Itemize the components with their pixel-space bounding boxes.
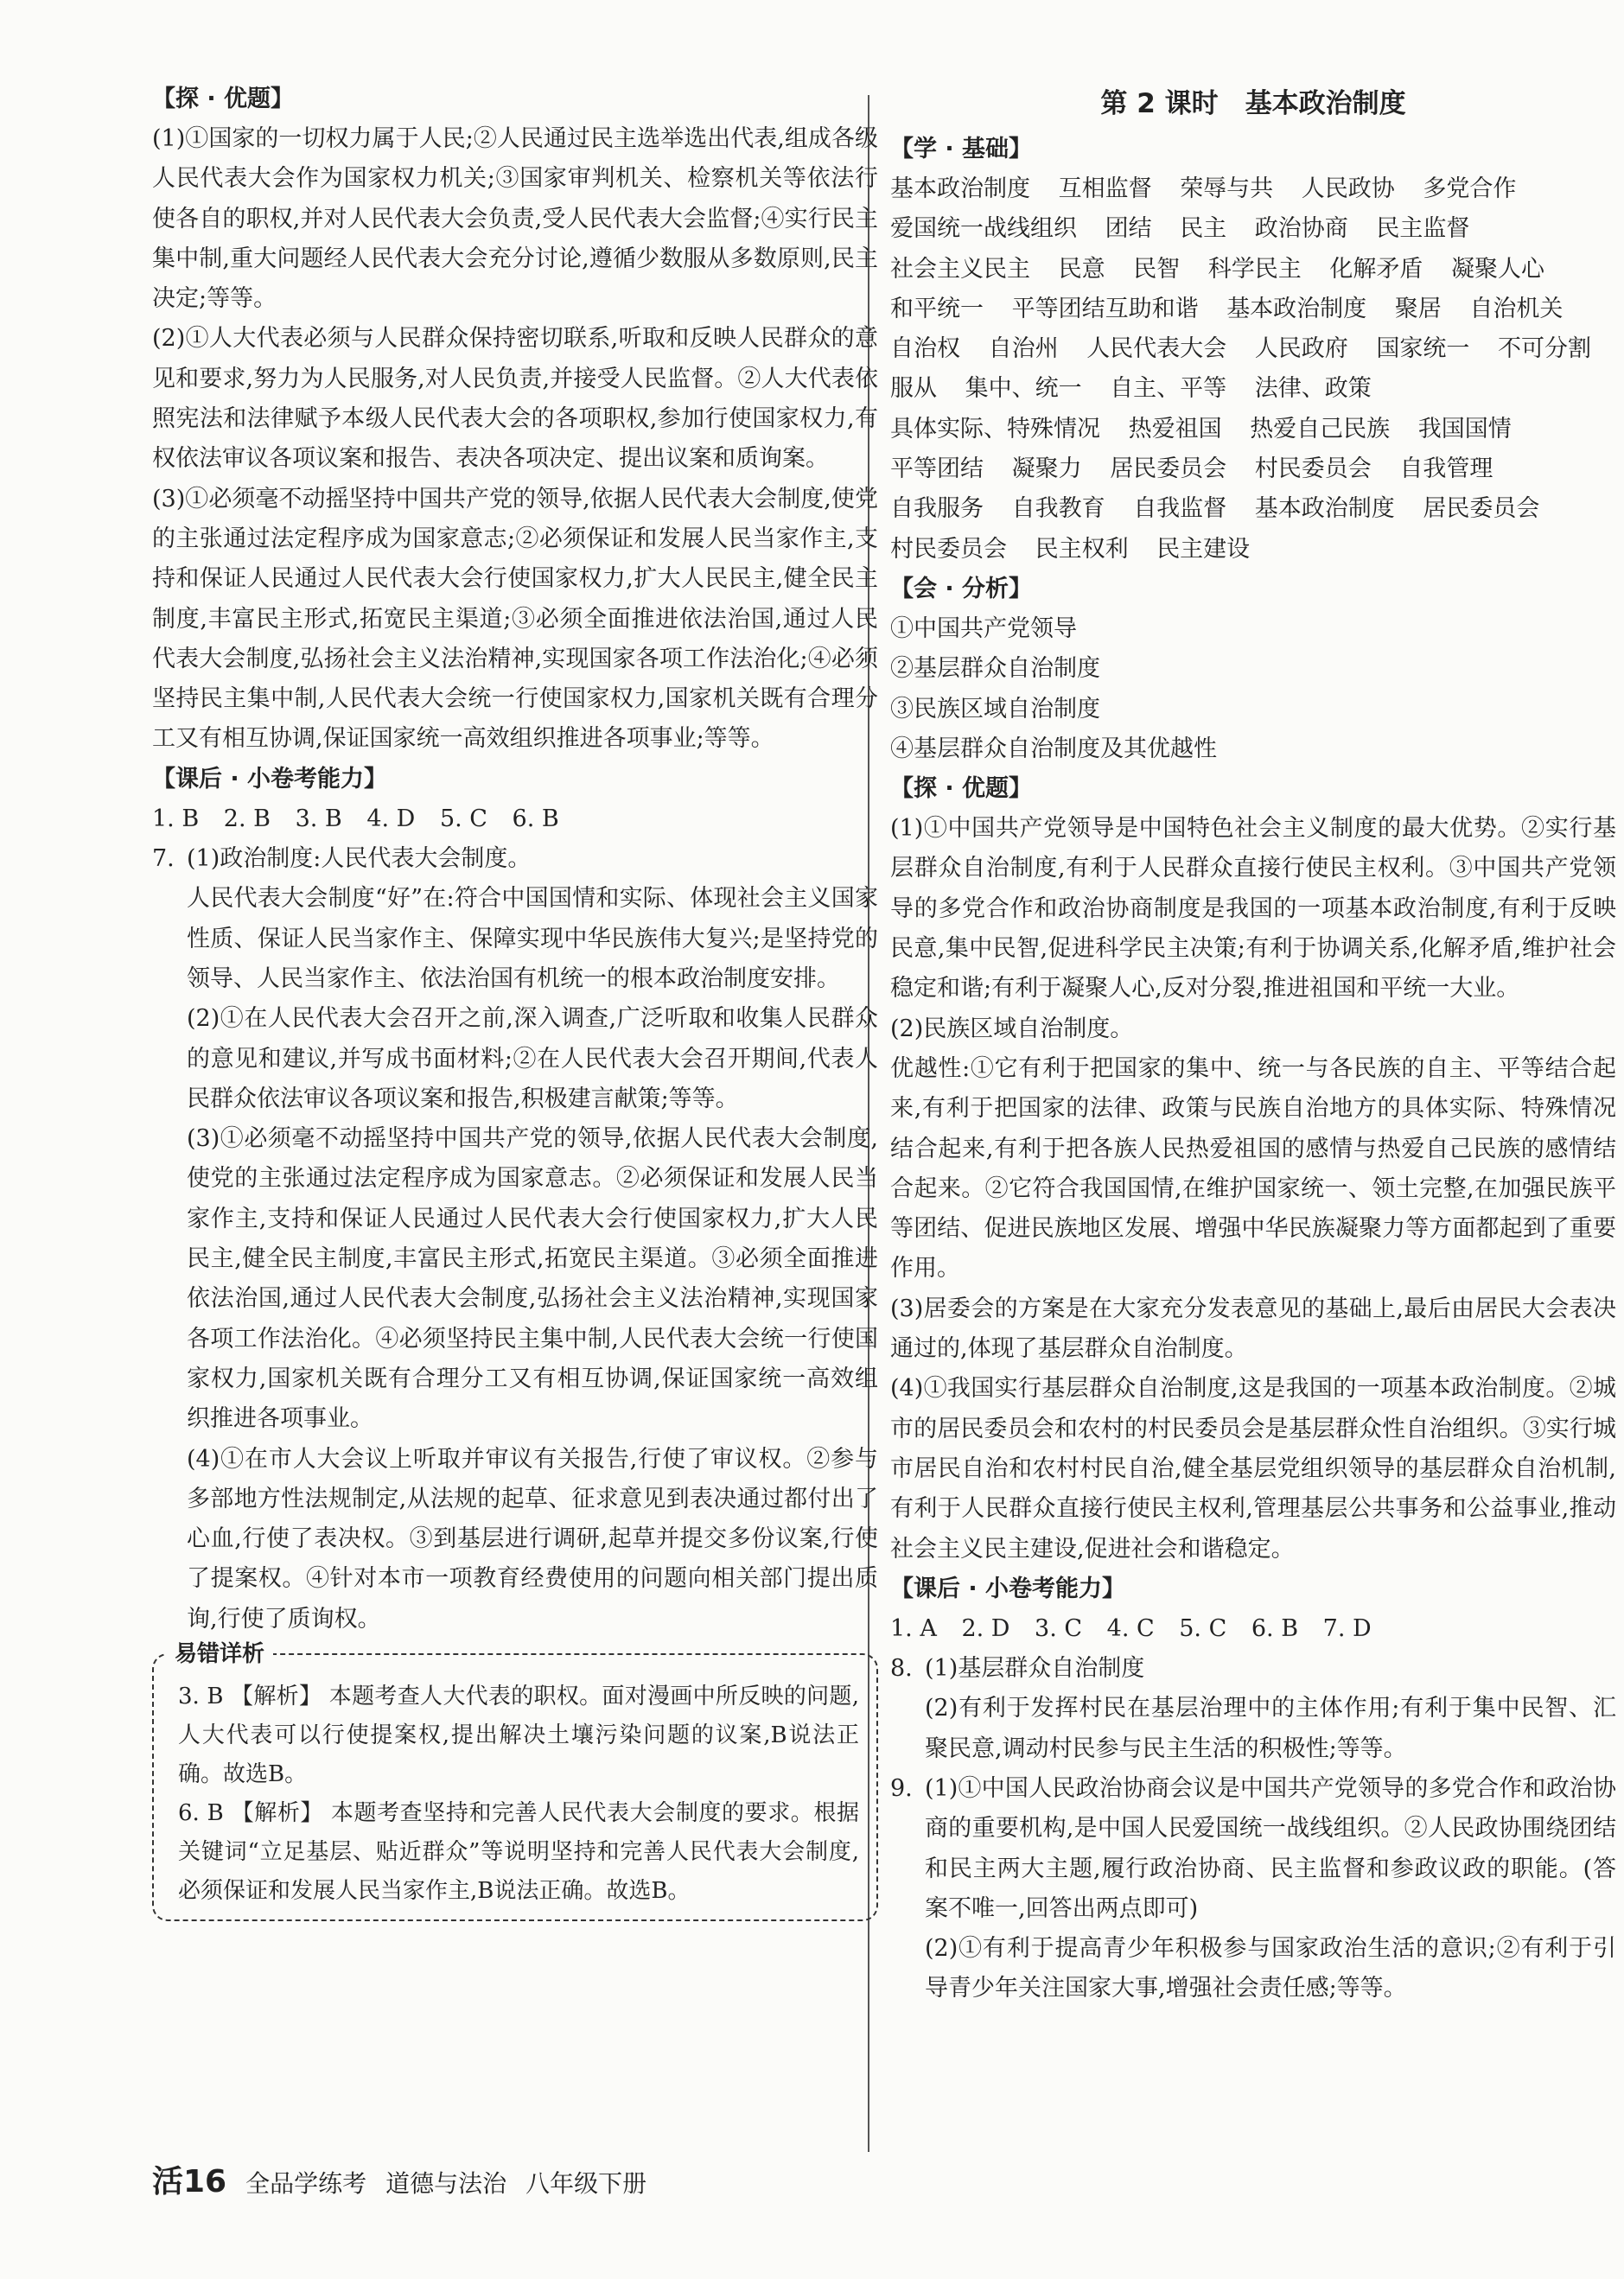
- term: 凝聚力: [1011, 455, 1082, 483]
- error-analysis-box: [152, 1640, 878, 1921]
- question-number: 7.: [152, 845, 175, 873]
- mcq-answers: [152, 799, 878, 839]
- question-number: 8.: [890, 1655, 913, 1683]
- term: 民主建设: [1156, 535, 1251, 563]
- term: 社会主义民主: [890, 255, 1030, 283]
- term: 服从: [890, 375, 937, 403]
- term: 法律、政策: [1254, 375, 1372, 403]
- basic-terms: [890, 169, 1616, 570]
- term: 自主、平等: [1110, 375, 1227, 403]
- q8-answer-1: (1)基层群众自治制度: [925, 1655, 1145, 1683]
- subject-name: 道德与法治: [385, 2169, 507, 2198]
- question-8: [890, 1649, 1616, 1769]
- section-heading-analyze: 【会 · 分析】: [890, 575, 1033, 602]
- right-column: [890, 80, 1616, 2009]
- term: 人民代表大会: [1086, 335, 1227, 363]
- mcq-answer: 4. C: [1106, 1614, 1155, 1642]
- term: 热爱自己民族: [1250, 415, 1391, 442]
- term: 自我教育: [1011, 495, 1105, 523]
- term: 居民委员会: [1423, 495, 1540, 523]
- term: 民主: [1180, 215, 1227, 243]
- term: 我国国情: [1417, 415, 1512, 442]
- mcq-answer: 1. A: [890, 1614, 937, 1642]
- explore-answer-3: (3)①必须毫不动摇坚持中国共产党的领导,依据人民代表大会制度,使党的主张通过法定程序成为国家意志;②必须保证和发展人民当家作主,支持和保证人民通过人民代表大会行使国家权力,扩大人民民主,健全民主制度,丰富民主形式,拓宽民主渠道;③必须全面推进依法治国,通过人民代表大会制度,弘扬社会主义法治精神,实现国家各项工作法治化;④必须坚持民主集中制,人民代表大会统一行使国家权力,国家机关既有合理分工又有相互协调,保证国家统一高效组织推进各项事业;等等。: [152, 485, 878, 753]
- term: 国家统一: [1376, 335, 1470, 363]
- section-heading-after-class: 【课后 · 小卷考能力】: [890, 1575, 1126, 1602]
- term: 科学民主: [1207, 255, 1302, 283]
- term: 村民委员会: [1254, 455, 1372, 483]
- term: 村民委员会: [890, 535, 1007, 563]
- term: 自治州: [988, 335, 1059, 363]
- page-number: 活16: [152, 2164, 227, 2199]
- mcq-answer: 2. D: [961, 1614, 1010, 1642]
- term: 基本政治制度: [1226, 295, 1367, 322]
- q7-answer-3: (3)①必须毫不动摇坚持中国共产党的领导,依据人民代表大会制度,使党的主张通过法定程序成为国家意志。②必须保证和发展人民当家作主,支持和保证人民通过人民代表大会行使国家权力,扩大人民民主,健全民主制度,丰富民主形式,拓宽民主渠道。③必须全面推进依法治国,通过人民代表大会制度,弘扬社会主义法治精神,实现国家各项工作法治化。④必须坚持民主集中制,人民代表大会统一行使国家权力,国家机关既有合理分工又有相互协调,保证国家统一高效组织推进各项事业。: [187, 1125, 878, 1433]
- mcq-answer: 5. C: [439, 805, 487, 832]
- q7-answer-1b: 人民代表大会制度“好”在:符合中国国情和实际、体现社会主义国家性质、保证人民当家作主、保障实现中华民族伟大复兴;是坚持党的领导、人民当家作主、依法治国有机统一的根本政治制度安排。: [187, 885, 878, 992]
- mcq-answer: 2. B: [223, 805, 271, 832]
- term: 化解矛盾: [1329, 255, 1423, 283]
- q9-answer-2: (2)①有利于提高青少年积极参与国家政治生活的意识;②有利于引导青少年关注国家大事,增强社会责任感;等等。: [925, 1935, 1616, 2002]
- term: 自我监督: [1133, 495, 1227, 523]
- q7-answer-1: (1)政治制度:人民代表大会制度。: [187, 845, 532, 873]
- question-7: [152, 839, 878, 1639]
- analyze-item: ②基层群众自治制度: [890, 655, 1100, 683]
- term: 自我服务: [890, 495, 984, 523]
- term: 基本政治制度: [1254, 495, 1395, 523]
- term: 民智: [1133, 255, 1181, 283]
- error-analysis-item: 3. B 【解析】 本题考查人大代表的职权。面对漫画中所反映的问题,人大代表可以行使提案权,提出解决土壤污染问题的议案,B说法正确。故选B。: [178, 1683, 859, 1787]
- grade-name: 八年级下册: [525, 2169, 647, 2198]
- q9-answer-1: (1)①中国人民政治协商会议是中国共产党领导的多党合作和政治协商的重要机构,是中国人民爱国统一战线组织。②人民政协围绕团结和民主两大主题,履行政治协商、民主监督和参政议政的职能。(答案不唯一,回答出两点即可): [925, 1774, 1616, 1922]
- mcq-answer: 3. C: [1035, 1614, 1083, 1642]
- explore-answer-1: (1)①国家的一切权力属于人民;②人民通过民主选举选出代表,组成各级人民代表大会作为国家权力机关;③国家审判机关、检察机关等依法行使各自的职权,并对人民代表大会负责,受人民代表大会监督;④实行民主集中制,重大问题经人民代表大会充分讨论,遵循少数服从多数原则,民主决定;等等。: [152, 125, 878, 313]
- lesson-title: 第 2 课时 基本政治制度: [1100, 88, 1406, 119]
- explore-answer-4: (4)①我国实行基层群众自治制度,这是我国的一项基本政治制度。②城市的居民委员会和农村的村民委员会是基层群众性自治组织。③实行城市居民自治和农村村民自治,健全基层党组织领导的基层群众自治机制,有利于人民群众直接行使民主权利,管理基层公共事务和公益事业,推动社会主义民主建设,促进社会和谐稳定。: [890, 1375, 1616, 1563]
- term: 凝聚人心: [1450, 255, 1544, 283]
- mcq-answers: [890, 1609, 1616, 1649]
- term: 具体实际、特殊情况: [890, 415, 1100, 442]
- mcq-answer: 1. B: [152, 805, 200, 832]
- term: 集中、统一: [965, 375, 1082, 403]
- section-heading-explore: 【探 · 优题】: [890, 775, 1033, 803]
- q8-answer-2: (2)有利于发挥村民在基层治理中的主体作用;有利于集中民智、汇聚民意,调动村民参与民主生活的积极性;等等。: [925, 1695, 1616, 1762]
- term: 基本政治制度: [890, 175, 1030, 202]
- term: 多党合作: [1423, 175, 1517, 202]
- term: 和平统一: [890, 295, 984, 322]
- term: 平等团结: [890, 455, 984, 483]
- mcq-answer: 6. B: [512, 805, 559, 832]
- analyze-item: ④基层群众自治制度及其优越性: [890, 735, 1217, 762]
- explore-answer-2b: 优越性:①它有利于把国家的集中、统一与各民族的自主、平等结合起来,有利于把国家的法律、政策与民族自治地方的具体实际、特殊情况结合起来,有利于把各族人民热爱祖国的感情与热爱自己民族的感情结合起来。②它符合我国国情,在维护国家统一、领土完整,在加强民族平等团结、促进民族地区发展、增强中华民族凝聚力等方面都起到了重要作用。: [890, 1054, 1616, 1283]
- mcq-answer: 5. C: [1179, 1614, 1227, 1642]
- term: 民主监督: [1376, 215, 1470, 243]
- question-9: [890, 1769, 1616, 2009]
- explore-answer-2: (2)民族区域自治制度。: [890, 1015, 1134, 1042]
- mcq-answer: 6. B: [1251, 1614, 1299, 1642]
- left-column: [152, 80, 878, 1921]
- explore-answer-3: (3)居委会的方案是在大家充分发表意见的基础上,最后由居民大会表决通过的,体现了基层群众自治制度。: [890, 1295, 1616, 1363]
- mcq-answer: 7. D: [1322, 1614, 1372, 1642]
- mcq-answer: 4. D: [366, 805, 416, 832]
- term: 团结: [1105, 215, 1152, 243]
- question-number: 9.: [890, 1774, 913, 1802]
- explore-answer-1: (1)①中国共产党领导是中国特色社会主义制度的最大优势。②实行基层群众自治制度,有利于人民群众直接行使民主权利。③中国共产党领导的多党合作和政治协商制度是我国的一项基本政治制度,有利于反映民意,集中民智,促进科学民主决策;有利于协调关系,化解矛盾,维护社会稳定和谐;有利于凝聚人心,反对分裂,推进祖国和平统一大业。: [890, 815, 1616, 1003]
- error-analysis-item: 6. B 【解析】 本题考查坚持和完善人民代表大会制度的要求。根据关键词“立足基层、贴近群众”等说明坚持和完善人民代表大会制度,必须保证和发展人民当家作主,B说法正确。故选B。: [178, 1799, 859, 1904]
- term: 人民政府: [1254, 335, 1348, 363]
- term: 自我管理: [1399, 455, 1493, 483]
- term: 互相监督: [1058, 175, 1152, 202]
- term: 爱国统一战线组织: [890, 215, 1077, 243]
- term: 聚居: [1394, 295, 1442, 322]
- section-heading-after-class: 【课后 · 小卷考能力】: [152, 765, 388, 793]
- term: 荣辱与共: [1180, 175, 1274, 202]
- series-name: 全品学练考: [245, 2169, 367, 2198]
- term: 民主权利: [1035, 535, 1129, 563]
- term: 不可分割: [1497, 335, 1591, 363]
- mcq-answer: 3. B: [295, 805, 342, 832]
- q7-answer-4: (4)①在市人大会议上听取并审议有关报告,行使了审议权。②参与多部地方性法规制定,从法规的起草、征求意见到表决通过都付出了心血,行使了表决权。③到基层进行调研,起草并提交多份议案,行使了提案权。④针对本市一项教育经费使用的问题向相关部门提出质询,行使了质询权。: [187, 1445, 878, 1633]
- explore-answer-2: (2)①人大代表必须与人民群众保持密切联系,听取和反映人民群众的意见和要求,努力为人民服务,对人民负责,并接受人民监督。②人大代表依照宪法和法律赋予本级人民代表大会的各项职权,参加行使国家权力,有权依法审议各项议案和报告、表决各项决定、提出议案和质询案。: [152, 325, 878, 473]
- q7-answer-2: (2)①在人民代表大会召开之前,深入调查,广泛听取和收集人民群众的意见和建议,并写成书面材料;②在人民代表大会召开期间,代表人民群众依法审议各项议案和报告,积极建言献策;等等。: [187, 1005, 878, 1112]
- term: 自治机关: [1469, 295, 1563, 322]
- section-heading-learn: 【学 · 基础】: [890, 136, 1033, 162]
- term: 人民政协: [1301, 175, 1395, 202]
- term: 政治协商: [1254, 215, 1348, 243]
- term: 热爱祖国: [1128, 415, 1222, 442]
- analyze-item: ③民族区域自治制度: [890, 695, 1100, 723]
- section-heading-explore: 【探 · 优题】: [152, 86, 295, 112]
- term: 居民委员会: [1110, 455, 1227, 483]
- error-analysis-title: 易错详析: [166, 1636, 273, 1668]
- term: 自治权: [890, 335, 960, 363]
- page-footer: [152, 2157, 646, 2201]
- term: 平等团结互助和谐: [1011, 295, 1199, 322]
- term: 民意: [1058, 255, 1105, 283]
- analyze-item: ①中国共产党领导: [890, 614, 1077, 642]
